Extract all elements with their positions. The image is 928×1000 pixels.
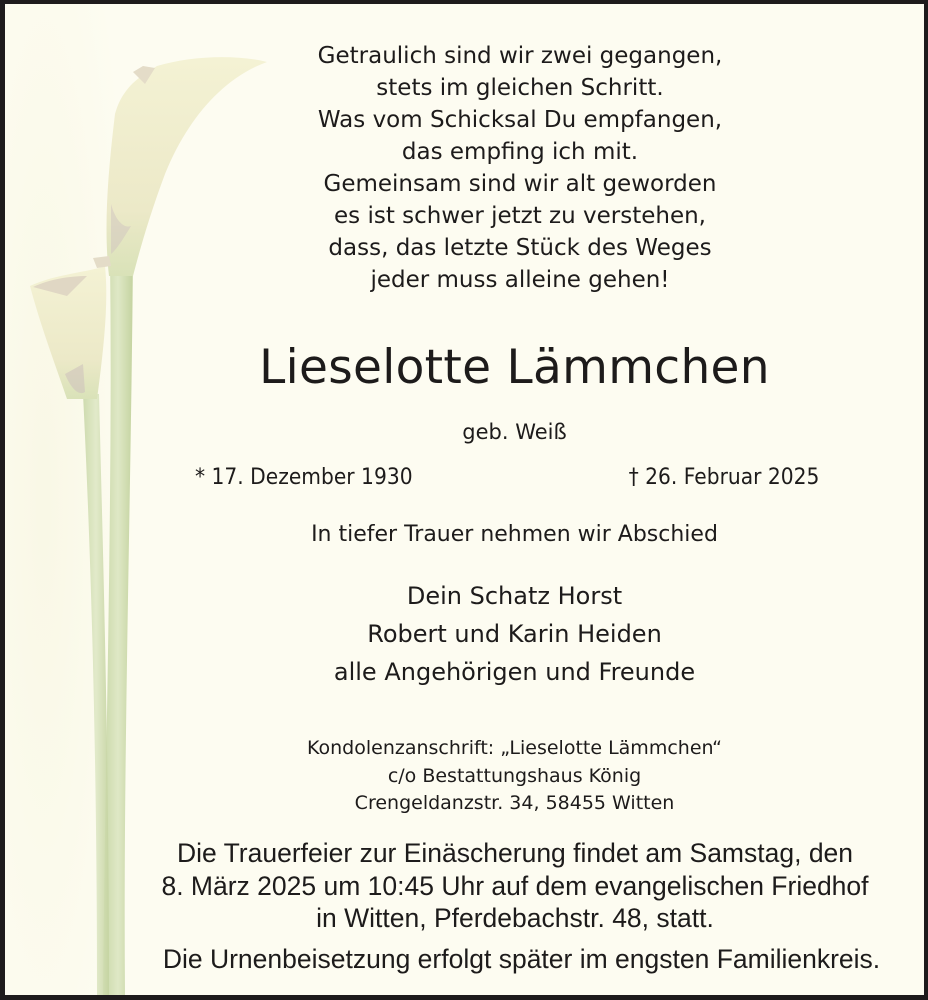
maiden-name: geb. Weiß	[462, 420, 567, 444]
farewell-intro: In tiefer Trauer nehmen wir Abschied	[311, 522, 718, 547]
poem-line: Was vom Schicksal Du empfangen,	[317, 107, 723, 133]
poem-line: stets im gleichen Schritt.	[376, 75, 664, 101]
poem-line: es ist schwer jetzt zu verstehen,	[334, 203, 706, 229]
ceremony-line: 8. März 2025 um 10:45 Uhr auf dem evangelischen Friedhof	[161, 870, 869, 901]
deceased-name: Lieselotte Lämmchen	[259, 340, 770, 395]
poem-line: dass, das letzte Stück des Weges	[328, 235, 712, 261]
urn-burial-info: Die Urnenbeisetzung erfolgt später im engsten Familienkreis.	[162, 944, 881, 974]
signer: Dein Schatz Horst	[406, 582, 623, 610]
obituary-notice	[5, 4, 924, 995]
ceremony-line: Die Trauerfeier zur Einäscherung findet am Samstag, den	[176, 838, 854, 868]
address-line: c/o Bestattungshaus König	[387, 764, 642, 787]
address-line: Crengeldanzstr. 34, 58455 Witten	[354, 792, 675, 814]
poem-line: Getraulich sind wir zwei gegangen,	[317, 43, 723, 69]
death-date: † 26. Februar 2025	[628, 465, 819, 490]
signer: alle Angehörigen und Freunde	[333, 658, 696, 686]
birth-date: * 17. Dezember 1930	[195, 465, 413, 490]
condolence-address	[55, 735, 924, 818]
poem	[110, 40, 924, 296]
ceremony-line: in Witten, Pferdebachstr. 48, statt.	[316, 903, 714, 933]
signers	[55, 577, 924, 691]
address-line: Kondolenzanschrift: „Lieselotte Lämmchen“	[306, 737, 723, 759]
poem-line: Gemeinsam sind wir alt geworden	[323, 171, 717, 197]
signer: Robert und Karin Heiden	[367, 620, 662, 648]
poem-line: jeder muss alleine gehen!	[370, 267, 670, 293]
ceremony-info	[65, 837, 924, 935]
poem-line: das empfing ich mit.	[401, 139, 639, 165]
